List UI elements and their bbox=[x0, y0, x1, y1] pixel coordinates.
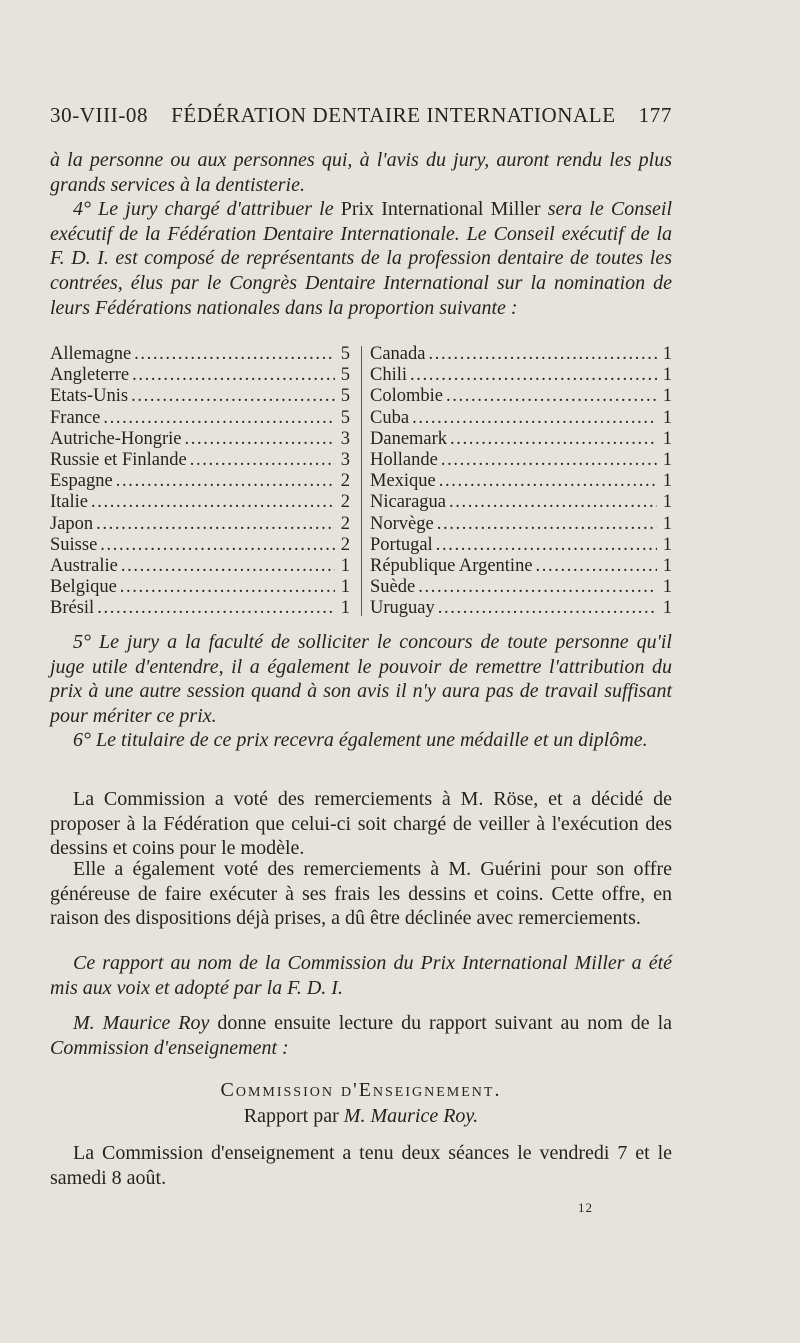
table-row bbox=[50, 598, 350, 619]
representative-count: 1 bbox=[662, 492, 672, 513]
representative-count: 1 bbox=[662, 344, 672, 364]
country-name: Mexique bbox=[370, 471, 436, 492]
representative-count: 5 bbox=[340, 386, 350, 407]
dot-leader bbox=[436, 535, 657, 556]
dot-leader bbox=[439, 471, 657, 492]
representative-count: 1 bbox=[662, 598, 672, 619]
country-name: Norvège bbox=[370, 513, 434, 534]
table-row bbox=[50, 408, 350, 429]
running-header bbox=[50, 103, 672, 135]
representative-count: 1 bbox=[662, 577, 672, 598]
point-4-body: sera le Conseil exécutif de la Fédération Dentaire Internationale. Le Conseil exécutif de la F. D. I. est composé de représentants de la profession dentaire de toutes les contrées, élus par le Congrès Dentaire International sur la nomination de leurs Fédérations nationales dans la proportion suivante : bbox=[50, 198, 673, 319]
representative-count: 3 bbox=[340, 449, 350, 470]
dot-leader bbox=[185, 429, 335, 450]
country-name: République Argentine bbox=[370, 555, 533, 576]
country-name: Australie bbox=[50, 555, 118, 576]
country-name: France bbox=[50, 407, 101, 428]
representative-count: 2 bbox=[340, 492, 350, 513]
page-number: 177 bbox=[638, 103, 672, 127]
table-row bbox=[50, 492, 350, 513]
representative-count: 1 bbox=[340, 577, 350, 598]
paragraph-point-6: 6° Le titulaire de ce prix recevra également une médaille et un diplôme. bbox=[73, 729, 648, 752]
table-row bbox=[50, 429, 350, 450]
paragraph-roy-reading bbox=[50, 1011, 672, 1060]
table-row bbox=[370, 365, 672, 386]
dot-leader bbox=[441, 450, 657, 471]
commission-name: Commission d'enseignement : bbox=[50, 1036, 289, 1059]
table-row bbox=[50, 471, 350, 492]
country-name: Belgique bbox=[50, 577, 117, 598]
table-column-left bbox=[50, 344, 350, 619]
table-row bbox=[370, 386, 672, 407]
country-name: Autriche-Hongrie bbox=[50, 428, 182, 449]
country-name: Nicaragua bbox=[370, 492, 447, 513]
representative-count: 5 bbox=[340, 365, 350, 386]
dot-leader bbox=[131, 386, 335, 407]
representative-count: 1 bbox=[662, 513, 672, 534]
representative-count: 1 bbox=[662, 365, 672, 386]
dot-leader bbox=[412, 408, 657, 429]
section-heading: Commission d'Enseignement. bbox=[220, 1079, 502, 1101]
paragraph-point-5: 5° Le jury a la faculté de solliciter le concours de toute personne qu'il juge utile d'entendre, il a également le pouvoir de remettre l'attribution du prix à une autre session quand à son avis il n'y aura pas de travail suffisant pour mériter ce prix. bbox=[50, 631, 672, 727]
dot-leader bbox=[121, 556, 335, 577]
table-row bbox=[370, 598, 672, 619]
paragraph-guerini: Elle a également voté des remerciements à M. Guérini pour son offre généreuse de faire exécuter à ses frais les dessins et coins. Cette offre, en raison des dispositions déjà prises, a dû être déclinée avec remerciements. bbox=[50, 858, 672, 930]
dot-leader bbox=[190, 450, 335, 471]
representative-count: 5 bbox=[340, 407, 350, 428]
table-row bbox=[50, 365, 350, 386]
representative-count: 1 bbox=[662, 428, 672, 449]
dot-leader bbox=[536, 556, 657, 577]
country-name: Angleterre bbox=[50, 365, 130, 386]
dot-leader bbox=[410, 365, 657, 386]
table-row bbox=[50, 386, 350, 407]
paragraph-sessions: La Commission d'enseignement a tenu deux séances le vendredi 7 et le samedi 8 août. bbox=[50, 1142, 672, 1189]
representative-count: 3 bbox=[340, 428, 350, 449]
table-row bbox=[50, 514, 350, 535]
country-name: Portugal bbox=[370, 534, 433, 555]
dot-leader bbox=[437, 514, 657, 535]
page-signature: 12 bbox=[578, 1200, 593, 1215]
subheading-prefix: Rapport par bbox=[243, 1105, 339, 1127]
country-name: Allemagne bbox=[50, 344, 132, 364]
header-date: 30-VIII-08 bbox=[50, 103, 149, 127]
dot-leader bbox=[132, 365, 335, 386]
country-name: Etats-Unis bbox=[50, 386, 129, 407]
table-row bbox=[370, 535, 672, 556]
table-column-right bbox=[370, 344, 672, 619]
representative-count: 1 bbox=[662, 449, 672, 470]
table-row bbox=[370, 344, 672, 365]
paragraph-jury-composition bbox=[50, 148, 672, 320]
country-name: Uruguay bbox=[370, 598, 435, 619]
dot-leader bbox=[134, 344, 335, 365]
table-row bbox=[370, 556, 672, 577]
representation-table bbox=[50, 344, 672, 620]
representative-count: 1 bbox=[340, 555, 350, 576]
representative-count: 1 bbox=[662, 534, 672, 555]
paragraph-line-services: à la personne ou aux personnes qui, à l'avis du jury, auront rendu les plus grands services à la dentisterie. bbox=[50, 149, 672, 196]
subheading-author: M. Maurice Roy. bbox=[343, 1105, 479, 1127]
header-title: FÉDÉRATION DENTAIRE INTERNATIONALE bbox=[171, 103, 616, 127]
country-name: Suisse bbox=[50, 534, 98, 555]
representative-count: 2 bbox=[340, 471, 350, 492]
table-row bbox=[50, 344, 350, 365]
representative-count: 1 bbox=[340, 598, 350, 619]
country-name: Danemark bbox=[370, 428, 448, 449]
country-name: Canada bbox=[370, 344, 426, 364]
representative-count: 1 bbox=[662, 471, 672, 492]
speaker-name: M. Maurice Roy bbox=[73, 1012, 210, 1034]
table-row bbox=[50, 556, 350, 577]
country-name: Chili bbox=[370, 365, 408, 386]
representative-count: 2 bbox=[340, 513, 350, 534]
paragraph-rose: La Commission a voté des remerciements à M. Röse, et a décidé de proposer à la Fédération que celui-ci soit chargé de veiller à l'exécution des dessins et coins pour le modèle. bbox=[50, 788, 672, 860]
dot-leader bbox=[450, 429, 657, 450]
dot-leader bbox=[418, 577, 657, 598]
representative-count: 1 bbox=[662, 407, 672, 428]
representative-count: 1 bbox=[662, 555, 672, 576]
dot-leader bbox=[116, 471, 335, 492]
point-4-intro: 4° Le jury chargé d'attribuer le bbox=[73, 198, 334, 221]
dot-leader bbox=[446, 386, 657, 407]
country-name: Suède bbox=[370, 577, 416, 598]
table-row bbox=[50, 577, 350, 598]
country-name: Espagne bbox=[50, 471, 113, 492]
dot-leader bbox=[96, 514, 335, 535]
dot-leader bbox=[103, 408, 335, 429]
paragraph-points-5-6 bbox=[50, 630, 672, 753]
table-row bbox=[370, 514, 672, 535]
dot-leader bbox=[100, 535, 335, 556]
table-row bbox=[370, 408, 672, 429]
table-row bbox=[50, 535, 350, 556]
dot-leader bbox=[449, 492, 657, 513]
reading-text: donne ensuite lecture du rapport suivant au nom de la bbox=[217, 1012, 673, 1034]
table-row bbox=[370, 492, 672, 513]
representative-count: 5 bbox=[340, 344, 350, 364]
country-name: Japon bbox=[50, 513, 94, 534]
representative-count: 2 bbox=[340, 534, 350, 555]
table-row bbox=[370, 577, 672, 598]
paragraph-adoption: Ce rapport au nom de la Commission du Prix International Miller a été mis aux voix et adopté par la F. D. I. bbox=[50, 952, 672, 999]
dot-leader bbox=[97, 598, 335, 619]
table-divider bbox=[361, 346, 362, 616]
table-row bbox=[370, 450, 672, 471]
dot-leader bbox=[438, 598, 657, 619]
country-name: Colombie bbox=[370, 386, 443, 407]
section-subheading bbox=[50, 1105, 672, 1128]
country-name: Hollande bbox=[370, 449, 438, 470]
country-name: Cuba bbox=[370, 407, 410, 428]
table-row bbox=[50, 450, 350, 471]
table-row bbox=[370, 429, 672, 450]
prize-name: Prix International Miller bbox=[340, 198, 541, 221]
country-name: Italie bbox=[50, 492, 89, 513]
table-row bbox=[370, 471, 672, 492]
paragraph-point-4 bbox=[50, 197, 672, 320]
dot-leader bbox=[91, 492, 335, 513]
country-name: Brésil bbox=[50, 598, 95, 619]
country-name: Russie et Finlande bbox=[50, 449, 187, 470]
representative-count: 1 bbox=[662, 386, 672, 407]
dot-leader bbox=[428, 344, 657, 365]
dot-leader bbox=[120, 577, 335, 598]
